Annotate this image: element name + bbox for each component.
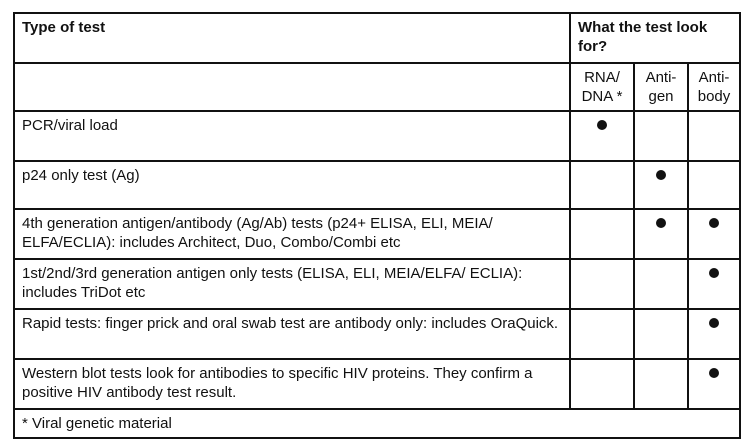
footnote: * Viral genetic material — [14, 409, 740, 438]
antibody-cell — [688, 111, 740, 161]
antibody-column-header: Anti-body — [688, 63, 740, 111]
test-type-label: 1st/2nd/3rd generation antigen only tests (ELISA, ELI, MEIA/ELFA/ ECLIA): includes TriDot etc — [14, 259, 570, 309]
table-row — [14, 209, 740, 259]
antibody-cell — [688, 209, 740, 259]
test-type-label: Rapid tests: finger prick and oral swab test are antibody only: includes OraQuick. — [14, 309, 570, 359]
antigen-cell — [634, 309, 688, 359]
test-type-label: 4th generation antigen/antibody (Ag/Ab) tests (p24+ ELISA, ELI, MEIA/ ELFA/ECLIA): includes Architect, Duo, Combo/Combi etc — [14, 209, 570, 259]
check-dot-icon — [656, 218, 666, 228]
check-dot-icon — [709, 318, 719, 328]
test-type-label: p24 only test (Ag) — [14, 161, 570, 209]
antibody-cell — [688, 259, 740, 309]
antibody-cell — [688, 359, 740, 409]
check-dot-icon — [709, 218, 719, 228]
subheader-row — [14, 63, 740, 111]
rna-dna-cell — [570, 359, 634, 409]
antigen-column-header: Anti-gen — [634, 63, 688, 111]
hiv-test-table — [13, 12, 741, 439]
antigen-cell — [634, 259, 688, 309]
table-row — [14, 161, 740, 209]
rna-dna-column-header: RNA/ DNA * — [570, 63, 634, 111]
check-dot-icon — [656, 170, 666, 180]
rna-dna-cell — [570, 161, 634, 209]
looks-for-header: What the test look for? — [570, 13, 740, 63]
antigen-cell — [634, 209, 688, 259]
rna-dna-cell — [570, 309, 634, 359]
check-dot-icon — [709, 368, 719, 378]
antigen-cell — [634, 111, 688, 161]
footnote-row — [14, 409, 740, 438]
table-row — [14, 259, 740, 309]
rna-dna-cell — [570, 259, 634, 309]
rna-dna-cell — [570, 209, 634, 259]
antibody-cell — [688, 161, 740, 209]
type-of-test-header: Type of test — [14, 13, 570, 63]
table-row — [14, 359, 740, 409]
rna-dna-cell — [570, 111, 634, 161]
empty-subheader-cell — [14, 63, 570, 111]
table-row — [14, 111, 740, 161]
check-dot-icon — [709, 268, 719, 278]
header-row — [14, 13, 740, 63]
antibody-cell — [688, 309, 740, 359]
antigen-cell — [634, 359, 688, 409]
test-type-label: Western blot tests look for antibodies to specific HIV proteins. They confirm a positive HIV antibody test result. — [14, 359, 570, 409]
test-type-label: PCR/viral load — [14, 111, 570, 161]
check-dot-icon — [597, 120, 607, 130]
antigen-cell — [634, 161, 688, 209]
table-row — [14, 309, 740, 359]
